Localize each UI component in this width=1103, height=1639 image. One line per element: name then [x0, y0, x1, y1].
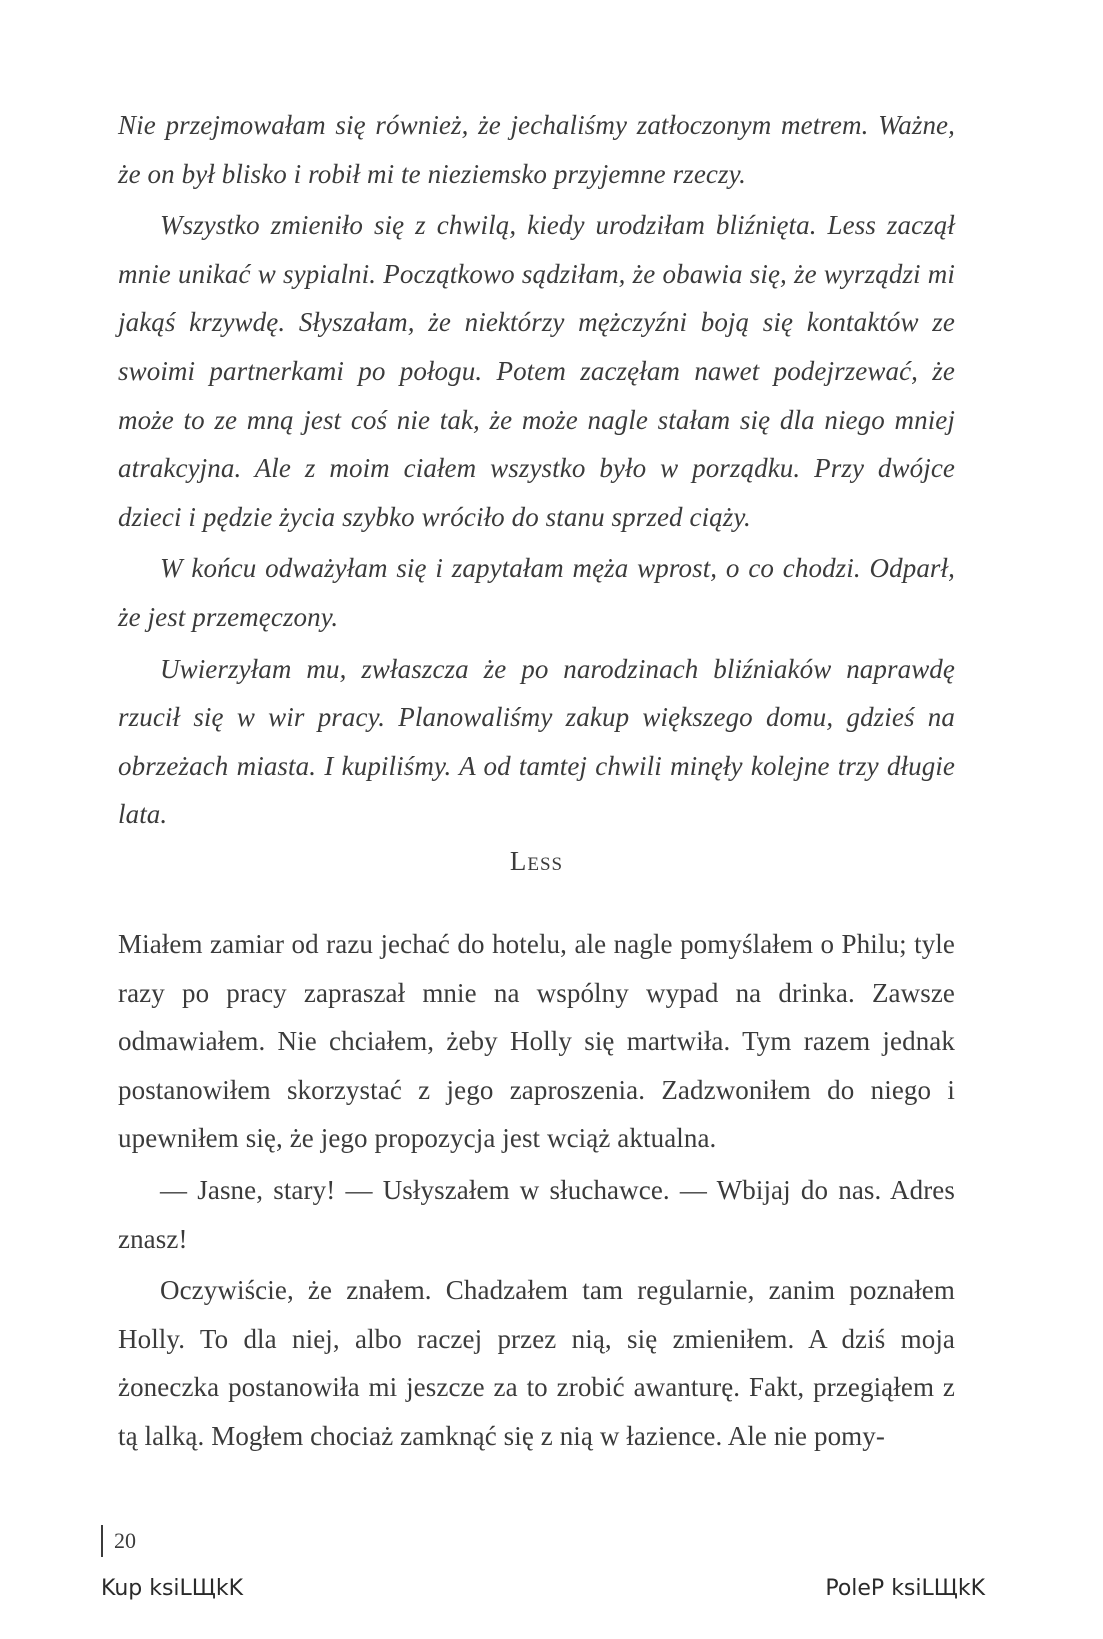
buy-book-link[interactable]: Kup ksiLЩkK: [101, 1576, 244, 1601]
italic-section: [118, 101, 955, 842]
page-number-area: [101, 1525, 136, 1557]
paragraph: Uwierzyłam mu, zwłaszcza że po narodzinach bliźniaków naprawdę rzucił się w wir pracy. Planowaliśmy zakup większego domu, gdzieś na obrzeżach miasta. I kupiliśmy. A od tamtej chwili minęły kolejne trzy długie lata.: [118, 653, 955, 830]
plain-section: [118, 920, 955, 1464]
paragraph: W końcu odważyłam się i zapytałam męża wprost, o co chodzi. Odparł, że jest przemęczony.: [118, 553, 955, 632]
page-number-divider: [101, 1525, 103, 1557]
section-heading: Less: [509, 846, 564, 876]
page-number: 20: [114, 1528, 136, 1553]
paragraph: — Jasne, stary! — Usłyszałem w słuchawce. — Wbijaj do nas. Adres znasz!: [118, 1174, 955, 1254]
paragraph: Oczywiście, że znałem. Chadzałem tam regularnie, zanim poznałem Holly. To dla niej, albo raczej przez nią, się zmieniłem. A dziś moja żoneczka postanowiła mi jeszcze za to zrobić awanturę. Fakt, przegiąłem z tą lalką. Mogłem chociaż zamknąć się z nią w łazience. Ale nie pomy-: [118, 1275, 955, 1451]
paragraph: Wszystko zmieniło się z chwilą, kiedy urodziłam bliźnięta. Less zaczął mnie unikać w sypialni. Początkowo sądziłam, że obawia się, że wyrządzi mi jakąś krzywdę. Słyszałam, że niektórzy mężczyźni boją się kontaktów ze swoimi partnerkami po połogu. Potem zaczęłam nawet podejrzewać, że może to ze mną jest coś nie tak, że może nagle stałam się dla niego mniej atrakcyjna. Ale z moim ciałem wszystko było w porządku. Przy dwójce dzieci i pędzie życia szybko wróciło do stanu sprzed ciąży.: [118, 210, 955, 532]
recommend-book-link[interactable]: PoleP ksiLЩkK: [825, 1576, 985, 1601]
paragraph: Miałem zamiar od razu jechać do hotelu, ale nagle pomyślałem o Philu; tyle razy po pracy zapraszał mnie na wspólny wypad na drinka. Zawsze odmawiałem. Nie chciałem, żeby Holly się martwiła. Tym razem jednak postanowiłem skorzystać z jego zaproszenia. Zadzwoniłem do niego i upewniłem się, że jego propozycja jest wciąż aktualna.: [118, 929, 955, 1154]
paragraph: Nie przejmowałam się również, że jechaliśmy zatłoczonym metrem. Ważne, że on był blisko i robił mi te nieziemsko przyjemne rzeczy.: [118, 110, 955, 189]
